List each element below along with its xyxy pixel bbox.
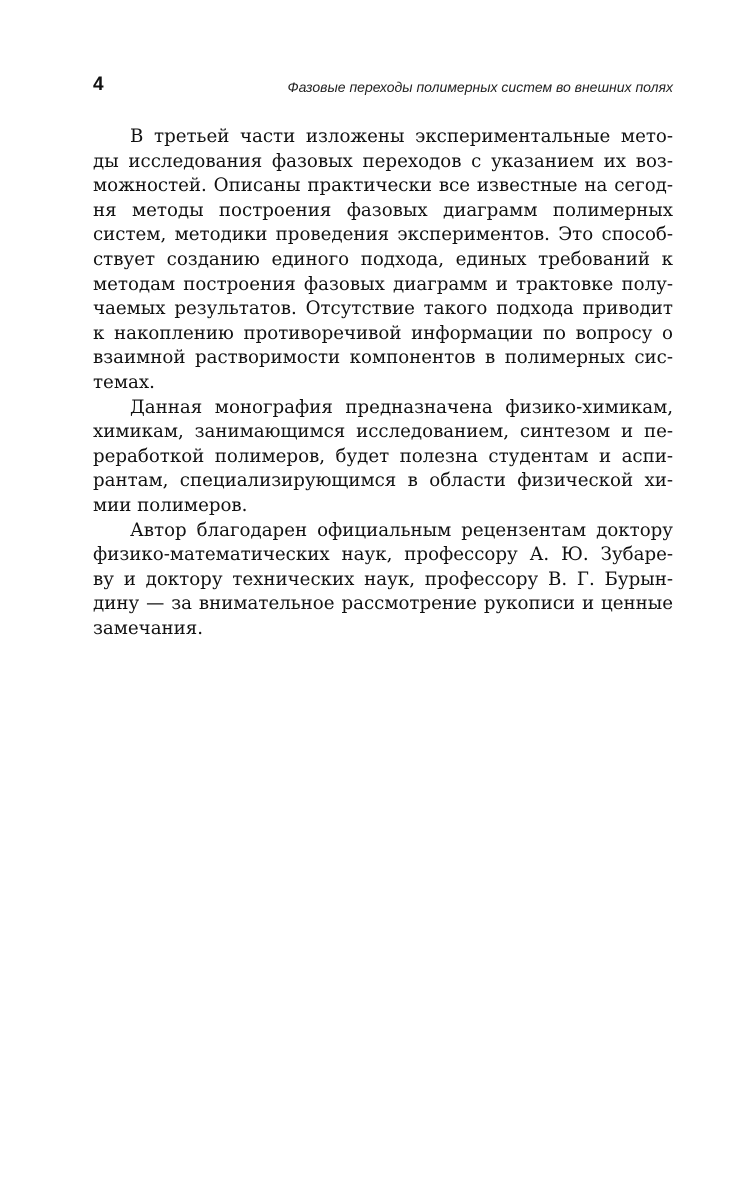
paragraph-audience [93,396,673,519]
text-line: к накоплению противоречивой информации по вопросу о [93,322,673,344]
text-line: мии полимеров. [93,494,248,516]
text-line: ня методы построения фазовых диаграмм полимерных [93,199,673,221]
text-line: чаемых результатов. Отсутствие такого подхода приводит [93,298,673,320]
text-line: дину — за внимательное рассмотрение рукописи и ценные [93,593,673,615]
paragraph-acknowledgements [93,519,673,642]
text-line: взаимной растворимости компонентов в полимерных сис- [93,347,673,369]
text-line: В третьей части изложены экспериментальные мето- [130,126,673,147]
text-line: химикам, занимающимся исследованием, синтезом и пе- [93,421,673,443]
text-line: реработкой полимеров, будет полезна студентам и аспи- [93,445,673,467]
text-line: ву и доктору технических наук, профессору В. Г. Бурын- [93,568,673,590]
text-line: физико-математических наук, профессору А. Ю. Зубаре- [93,544,673,566]
text-line: Автор благодарен официальным рецензентам доктору [130,519,673,541]
text-line: можностей. Описаны практически все известные на сегод- [93,175,673,197]
text-line: систем, методики проведения экспериментов. Это способ- [93,224,673,246]
body-text [93,125,673,641]
paragraph-third-part [93,125,673,396]
text-line: ды исследования фазовых переходов с указанием их воз- [93,150,673,172]
text-line: замечания. [93,617,204,639]
text-line: методам построения фазовых диаграмм и трактовке полу- [93,273,673,295]
text-line: ствует созданию единого подхода, единых требований к [93,248,673,270]
text-line: рантам, специализирующимся в области физической хи- [93,470,673,492]
running-head: Фазовые переходы полимерных систем во внешних полях [287,79,673,95]
text-line: темах. [93,371,155,393]
text-line: Данная монография предназначена физико-химикам, [130,396,673,418]
page-number: 4 [93,74,104,95]
